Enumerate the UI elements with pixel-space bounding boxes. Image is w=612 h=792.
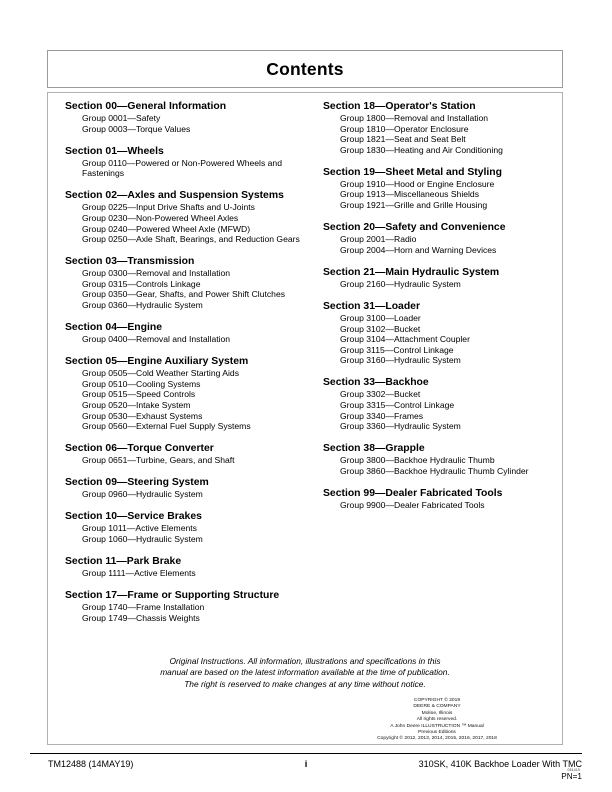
toc-section — [65, 255, 301, 310]
legal-note-line: manual are based on the latest information available at the time of publication. — [160, 667, 450, 678]
toc-group-entry[interactable]: Group 0225—Input Drive Shafts and U-Joints — [82, 202, 255, 213]
toc-section-title[interactable]: Section 33—Backhoe — [323, 377, 429, 389]
toc-section-title[interactable]: Section 31—Loader — [323, 300, 421, 312]
toc-section-title[interactable]: Section 06—Torque Converter — [65, 443, 214, 455]
legal-note — [48, 656, 562, 690]
toc-group-entry[interactable]: Group 3100—Loader — [340, 312, 421, 323]
toc-group-entry[interactable]: Group 0110—Powered or Non-Powered Wheels and Fastenings — [82, 157, 282, 179]
toc-group-entry[interactable]: Group 1800—Removal and Installation — [340, 113, 489, 123]
toc-section — [65, 442, 301, 466]
toc-group-entry[interactable]: Group 3102—Bucket — [340, 323, 421, 334]
toc-section-title[interactable]: Section 99—Dealer Fabricated Tools — [323, 487, 503, 499]
toc-group-entry[interactable]: Group 0250—Axle Shaft, Bearings, and Reduction Gears — [82, 234, 300, 245]
toc-section — [323, 300, 558, 366]
toc-group-entry[interactable]: Group 0510—Cooling Systems — [82, 378, 201, 389]
toc-section — [65, 476, 301, 500]
toc-group-entry[interactable]: Group 3800—Backhoe Hydraulic Thumb — [340, 455, 495, 466]
toc-section — [323, 442, 558, 476]
toc-group-entry[interactable]: Group 1111—Active Elements — [82, 568, 196, 579]
toc-group-entry[interactable]: Group 1011—Active Elements — [82, 523, 197, 534]
toc-group-entry[interactable]: Group 1749—Chassis Weights — [82, 612, 200, 623]
copyright-line: All rights reserved. — [416, 717, 458, 723]
toc-section-title[interactable]: Section 04—Engine — [65, 322, 163, 334]
toc-group-entry[interactable]: Group 0230—Non-Powered Wheel Axles — [82, 212, 239, 223]
toc-group-entry[interactable]: Group 1910—Hood or Engine Enclosure — [340, 178, 495, 189]
toc-group-entry[interactable]: Group 2160—Hydraulic System — [340, 278, 461, 289]
toc-section-title[interactable]: Section 09—Steering System — [65, 477, 209, 489]
footer-revision-code: 051419 — [567, 768, 580, 772]
legal-note-line: Original Instructions. All information, illustrations and specifications in this — [169, 656, 441, 666]
footer-divider — [30, 753, 582, 754]
toc-group-entry[interactable]: Group 3340—Frames — [340, 410, 424, 421]
toc-group-entry[interactable]: Group 0400—Removal and Installation — [82, 334, 231, 345]
toc-section — [323, 166, 558, 211]
toc-group-entry[interactable]: Group 3315—Control Linkage — [340, 400, 455, 410]
copyright-line: Moline, Illinois — [421, 710, 453, 716]
toc-group-entry[interactable]: Group 0505—Cold Weather Starting Aids — [82, 368, 240, 379]
toc-section — [65, 555, 301, 579]
toc-group-entry[interactable]: Group 1740—Frame Installation — [82, 602, 205, 613]
toc-section-title[interactable]: Section 00—General Information — [65, 101, 227, 112]
toc-group-entry[interactable]: Group 3115—Control Linkage — [340, 344, 454, 355]
toc-section — [323, 376, 558, 431]
contents-right-column — [305, 100, 562, 744]
toc-section-title[interactable]: Section 17—Frame or Supporting Structure — [65, 590, 280, 602]
footer-page-number: i — [304, 759, 308, 769]
toc-section — [65, 100, 301, 134]
toc-group-entry[interactable]: Group 3360—Hydraulic System — [340, 421, 461, 432]
toc-group-entry[interactable]: Group 0360—Hydraulic System — [82, 300, 203, 311]
toc-section — [65, 589, 301, 623]
toc-group-entry[interactable]: Group 0003—Torque Values — [82, 123, 191, 134]
toc-section — [65, 355, 301, 432]
toc-group-entry[interactable]: Group 1821—Seat and Seat Belt — [340, 134, 466, 145]
toc-group-entry[interactable]: Group 0651—Turbine, Gears, and Shaft — [82, 455, 235, 466]
copyright-line: A John Deere ILLUSTRUCTION ™ Manual — [390, 723, 484, 729]
contents-columns — [48, 93, 562, 744]
footer-model-title: 310SK, 410K Backhoe Loader With TMC — [418, 759, 582, 769]
toc-section-title[interactable]: Section 10—Service Brakes — [65, 511, 202, 523]
toc-section-title[interactable]: Section 18—Operator's Station — [323, 101, 476, 112]
toc-section-title[interactable]: Section 02—Axles and Suspension Systems — [65, 190, 284, 202]
toc-group-entry[interactable]: Group 9900—Dealer Fabricated Tools — [340, 499, 485, 510]
page-title: Contents — [266, 58, 344, 79]
toc-group-entry[interactable]: Group 1921—Grille and Grille Housing — [340, 200, 488, 211]
toc-section — [323, 266, 558, 290]
toc-group-entry[interactable]: Group 1060—Hydraulic System — [82, 534, 203, 545]
toc-section — [323, 487, 558, 511]
toc-group-entry[interactable]: Group 0520—Intake System — [82, 400, 191, 410]
toc-group-entry[interactable]: Group 0960—Hydraulic System — [82, 489, 203, 500]
toc-group-entry[interactable]: Group 3860—Backhoe Hydraulic Thumb Cylinder — [340, 465, 529, 476]
toc-group-entry[interactable]: Group 0515—Speed Controls — [82, 389, 196, 400]
toc-group-entry[interactable]: Group 1810—Operator Enclosure — [340, 123, 469, 134]
footer-pn: PN=1 — [561, 772, 582, 781]
copyright-line: Copyright © 2012, 2013, 2014, 2015, 2016, 2017, 2018 — [377, 736, 497, 742]
toc-section-title[interactable]: Section 38—Grapple — [323, 443, 425, 455]
toc-group-entry[interactable]: Group 0001—Safety — [82, 113, 161, 123]
toc-group-entry[interactable]: Group 0300—Removal and Installation — [82, 268, 231, 279]
toc-section — [65, 510, 301, 544]
contents-title-box — [47, 50, 563, 88]
contents-left-column — [48, 100, 305, 744]
legal-note-line: The right is reserved to make changes at any time without notice. — [184, 678, 426, 689]
toc-group-entry[interactable]: Group 2004—Horn and Warning Devices — [340, 244, 497, 255]
toc-section-title[interactable]: Section 19—Sheet Metal and Styling — [323, 166, 502, 178]
toc-section-title[interactable]: Section 03—Transmission — [65, 256, 195, 268]
toc-group-entry[interactable]: Group 0315—Controls Linkage — [82, 278, 201, 289]
toc-group-entry[interactable]: Group 0240—Powered Wheel Axle (MFWD) — [82, 223, 251, 234]
copyright-block — [331, 698, 543, 743]
toc-group-entry[interactable]: Group 3302—Bucket — [340, 389, 421, 400]
toc-section — [323, 221, 558, 255]
copyright-line: Previous Editions — [418, 730, 456, 736]
toc-section-title[interactable]: Section 01—Wheels — [65, 145, 164, 157]
toc-group-entry[interactable]: Group 1913—Miscellaneous Shields — [340, 189, 480, 200]
toc-group-entry[interactable]: Group 3160—Hydraulic System — [340, 355, 461, 366]
toc-group-entry[interactable]: Group 3104—Attachment Coupler — [340, 334, 470, 345]
contents-body-box — [47, 92, 563, 745]
toc-section-title[interactable]: Section 20—Safety and Convenience — [323, 222, 506, 234]
toc-section — [323, 100, 558, 155]
toc-section-title[interactable]: Section 21—Main Hydraulic System — [323, 266, 500, 278]
toc-section — [65, 321, 301, 345]
toc-group-entry[interactable]: Group 2001—Radio — [340, 234, 417, 245]
toc-group-entry[interactable]: Group 0560—External Fuel Supply Systems — [82, 421, 251, 432]
toc-group-entry[interactable]: Group 0350—Gear, Shafts, and Power Shift Clutches — [82, 289, 286, 300]
toc-group-entry[interactable]: Group 1830—Heating and Air Conditioning — [340, 144, 503, 155]
toc-section-title[interactable]: Section 11—Park Brake — [65, 556, 182, 568]
copyright-line: COPYRIGHT © 2019 — [413, 698, 461, 703]
toc-group-entry[interactable]: Group 0530—Exhaust Systems — [82, 410, 203, 421]
footer-manual-id: TM12488 (14MAY19) — [48, 759, 134, 769]
toc-section-title[interactable]: Section 05—Engine Auxiliary System — [65, 356, 249, 368]
page-footer — [30, 757, 582, 783]
copyright-line: DEERE & COMPANY — [413, 704, 461, 710]
toc-section — [65, 189, 301, 244]
toc-section — [65, 145, 301, 179]
